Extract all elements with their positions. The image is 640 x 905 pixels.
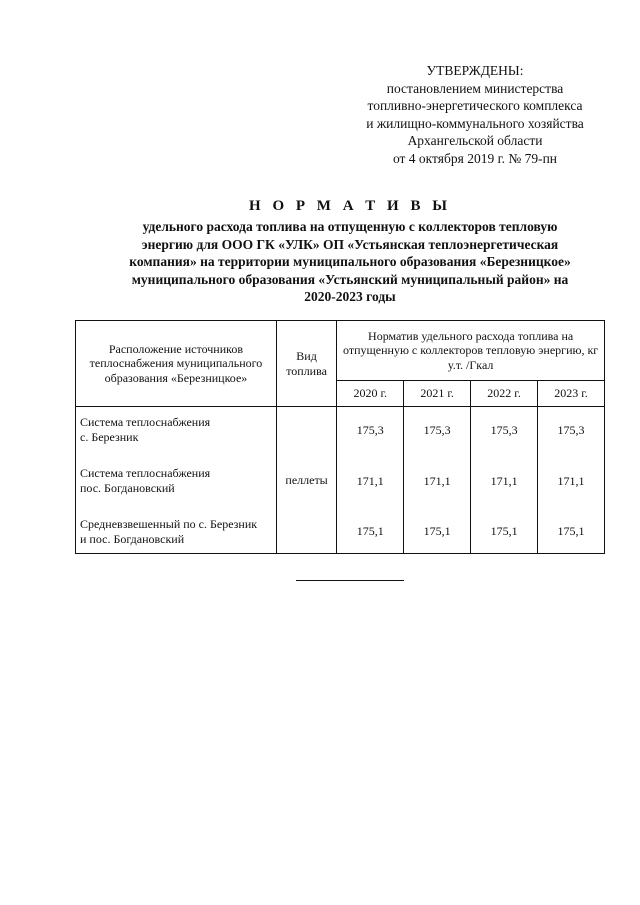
- norm-value: 175,1: [557, 524, 585, 538]
- table-header-row: [76, 321, 605, 381]
- document-subtitle: [98, 218, 602, 306]
- year-values-cell: [404, 407, 471, 554]
- header-location: Расположение источников теплоснабжения муниципального образования «Березницкое»: [76, 321, 277, 407]
- location-line: и пос. Богдановский: [80, 531, 185, 546]
- fuel-type-cell: пеллеты: [276, 407, 336, 554]
- norm-value: 171,1: [490, 473, 518, 488]
- location-item: [80, 415, 272, 444]
- header-year: 2020 г.: [337, 381, 404, 407]
- subtitle-line: удельного расхода топлива на отпущенную с коллекторов тепловую: [142, 219, 558, 234]
- norm-value: 175,3: [490, 423, 518, 437]
- header-year: 2022 г.: [471, 381, 538, 407]
- header-year: 2021 г.: [404, 381, 471, 407]
- location-line: с. Березник: [80, 429, 139, 444]
- location-item: [80, 466, 272, 495]
- approval-line: и жилищно-коммунального хозяйства: [366, 115, 584, 131]
- year-values-cell: [337, 407, 404, 554]
- location-line: Система теплоснабжения: [80, 415, 211, 429]
- approval-heading: УТВЕРЖДЕНЫ:: [426, 63, 524, 78]
- subtitle-line: энергию для ООО ГК «УЛК» ОП «Устьянская теплоэнергетическая: [141, 236, 559, 252]
- year-values-cell: [471, 407, 538, 554]
- location-cell: [76, 407, 277, 554]
- subtitle-line: компания» на территории муниципального образования «Березницкое»: [129, 254, 571, 269]
- document-title: Н О Р М А Т И В Ы: [249, 198, 451, 214]
- year-values-cell: [538, 407, 605, 554]
- header-year: 2023 г.: [538, 381, 605, 407]
- header-fuel-type: Вид топлива: [276, 321, 336, 407]
- location-item: [80, 517, 272, 546]
- norm-value: 175,3: [423, 423, 451, 437]
- norm-value: 175,1: [490, 524, 518, 538]
- end-divider-line: [296, 580, 404, 581]
- approval-date: от 4 октября 2019 г. № 79-пн: [392, 150, 558, 166]
- location-line: Система теплоснабжения: [80, 466, 211, 480]
- norms-table: [75, 320, 605, 554]
- table-row: [76, 407, 605, 554]
- approval-block: [350, 62, 600, 167]
- header-norm: Норматив удельного расхода топлива на отпущенную с коллекторов тепловую энергию, кг у.т. /Гкал: [337, 321, 605, 381]
- norm-value: 175,3: [557, 423, 585, 437]
- approval-line: топливно-энергетического комплекса: [367, 98, 583, 113]
- norm-value: 175,1: [423, 524, 451, 538]
- approval-line: постановлением министерства: [386, 80, 564, 96]
- norm-value: 175,1: [356, 524, 384, 538]
- subtitle-line: муниципального образования «Устьянский муниципальный район» на: [131, 271, 569, 287]
- norm-value: 175,3: [356, 423, 384, 437]
- subtitle-line: 2020-2023 годы: [304, 289, 396, 304]
- location-line: пос. Богдановский: [80, 480, 175, 495]
- location-line: Средневзвешенный по с. Березник: [80, 517, 258, 531]
- norm-value: 171,1: [423, 473, 451, 488]
- norm-value: 171,1: [356, 473, 384, 488]
- norm-value: 171,1: [557, 473, 585, 488]
- approval-line: Архангельской области: [407, 133, 543, 148]
